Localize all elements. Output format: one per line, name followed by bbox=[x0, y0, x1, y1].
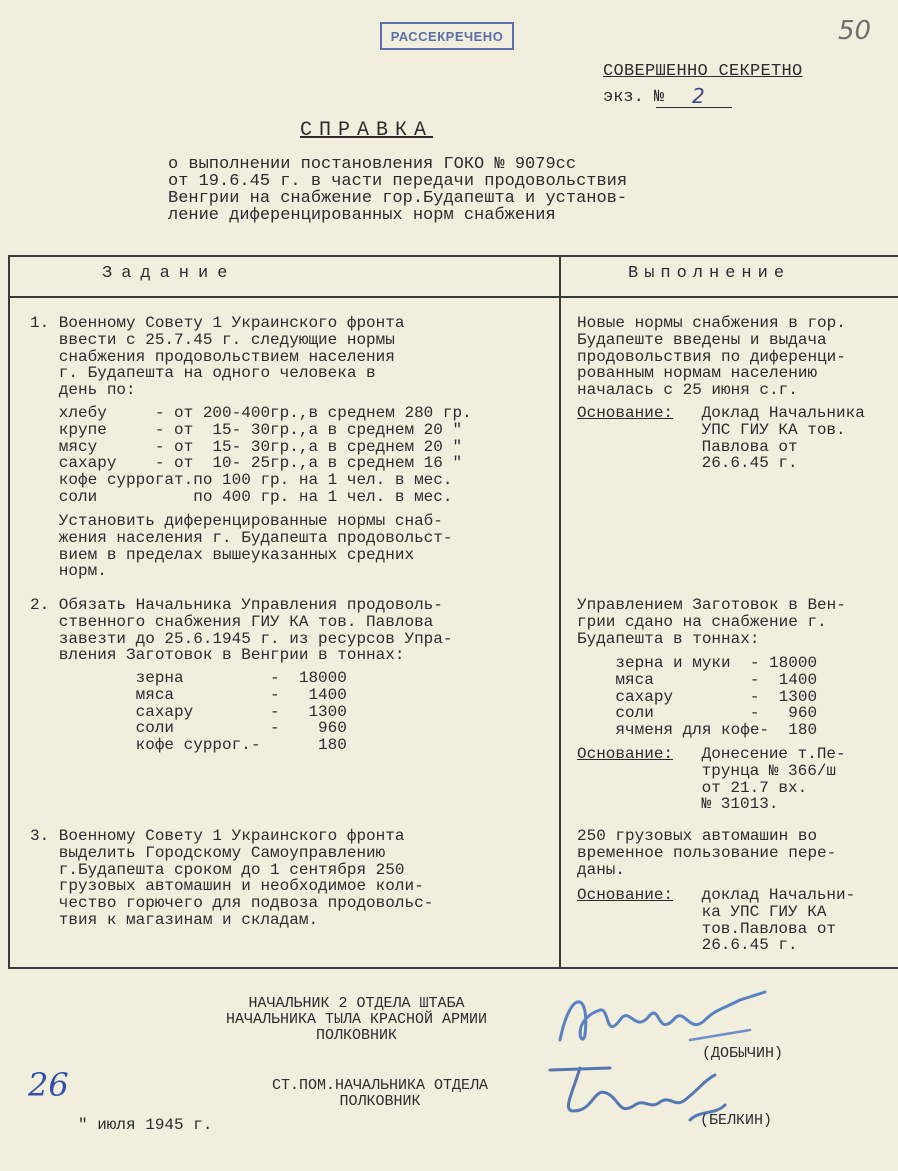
basis-label: Основание: bbox=[577, 745, 674, 763]
signatory-1-title: НАЧАЛЬНИК 2 ОТДЕЛА ШТАБА НАЧАЛЬНИКА ТЫЛА КРАСНОЙ АРМИИ ПОЛКОВНИК bbox=[226, 995, 488, 1044]
table-bottom-border bbox=[8, 967, 898, 969]
basis-label: Основание: bbox=[577, 404, 674, 422]
column-header-execution: Выполнение bbox=[628, 264, 791, 283]
date-line: " июля 1945 г. bbox=[78, 1116, 213, 1134]
task-2: 2. Обязать Начальника Управления продоволь- ственного снабжения ГИУ КА тов. Павлова завезти до 25.6.1945 г. из ресурсов Упра- вления Заготовок в Венгрии в тоннах: bbox=[30, 596, 453, 665]
execution-1-basis bbox=[577, 405, 673, 422]
task-3: 3. Военному Совету 1 Украинского фронта выделить Городскому Самоуправлению г.Будапешта сроком до 1 сентября 250 грузовых автомашин и необходимое коли- чество горючего для подвоза продовольс- твия к магазинам и складам. bbox=[30, 827, 434, 929]
copy-label: экз. № bbox=[603, 88, 665, 107]
execution-1-basis-text: Доклад Начальника УПС ГИУ КА тов. Павлова от 26.6.45 г. bbox=[701, 404, 865, 473]
task-1-instruction: Установить диференцированные нормы снаб- жения населения г. Будапешта продовольст- вием в пределах вышеуказанных средних норм. bbox=[58, 512, 453, 581]
table-left-border bbox=[8, 255, 10, 969]
table-column-divider bbox=[559, 255, 561, 969]
document-subtitle: о выполнении постановления ГОКО № 9079сс от 19.6.45 г. в части передачи продовольствия Венгрии на снабжение гор.Будапешта и установ- ление диференцированных норм снабжения bbox=[168, 155, 628, 225]
handwritten-signature-1 bbox=[540, 980, 780, 1060]
execution-2: Управлением Заготовок в Вен- грии сдано на снабжение г. Будапешта в тоннах: bbox=[577, 596, 846, 648]
table-top-border bbox=[8, 255, 898, 257]
signatory-2-name: (БЕЛКИН) bbox=[700, 1112, 773, 1129]
task-1: 1. Военному Совету 1 Украинского фронта ввести с 25.7.45 г. следующие нормы снабжения продовольствием населения г. Будапешта на одного человека в день по: bbox=[30, 314, 405, 400]
basis-label: Основание: bbox=[577, 886, 674, 904]
classification-label: СОВЕРШЕННО СЕКРЕТНО bbox=[603, 62, 803, 81]
execution-3-basis bbox=[577, 887, 673, 904]
table-header-border bbox=[8, 296, 898, 298]
column-header-task: Задание bbox=[102, 264, 237, 283]
signatory-2-title: СТ.ПОМ.НАЧАЛЬНИКА ОТДЕЛА ПОЛКОВНИК bbox=[272, 1077, 489, 1110]
execution-3: 250 грузовых автомашин во временное пользование пере- даны. bbox=[577, 827, 837, 879]
execution-2-basis bbox=[577, 746, 673, 763]
copy-number: 2 bbox=[692, 84, 705, 108]
task-2-items: зерна - 18000 мяса - 1400 сахару - 1300 соли - 960 кофе суррог.- 180 bbox=[135, 669, 347, 755]
task-1-norms: хлебу - от 200-400гр.,в среднем 280 гр. крупе - от 15- 30гр.,а в среднем 20 " мясу - от 15- 30гр.,а в среднем 20 " сахару - от 10- 25гр.,а в среднем 16 " кофе суррогат.по 100 гр. на 1 чел. в мес. соли по 400 гр. на 1 чел. в мес. bbox=[58, 404, 472, 506]
declassified-stamp: РАССЕКРЕЧЕНО bbox=[380, 22, 514, 50]
execution-2-items: зерна и муки - 18000 мяса - 1400 сахару - 1300 соли - 960 ячменя для кофе- 180 bbox=[615, 654, 818, 740]
execution-1: Новые нормы снабжения в гор. Будапеште введены и выдача продовольствия по диференци- рованным нормам населению началась с 25 июня с.г. bbox=[577, 314, 846, 400]
page-number: 50 bbox=[838, 16, 872, 46]
document-title: СПРАВКА bbox=[300, 119, 434, 142]
handwritten-date-day: 26 bbox=[28, 1066, 69, 1104]
signatory-1-name: (ДОБЫЧИН) bbox=[702, 1045, 784, 1062]
execution-3-basis-text: доклад Начальни- ка УПС ГИУ КА тов.Павлова от 26.6.45 г. bbox=[701, 886, 856, 955]
handwritten-signature-2 bbox=[540, 1060, 740, 1130]
execution-2-basis-text: Донесение т.Пе- трунца № 366/ш от 21.7 вх. № 31013. bbox=[701, 745, 846, 814]
